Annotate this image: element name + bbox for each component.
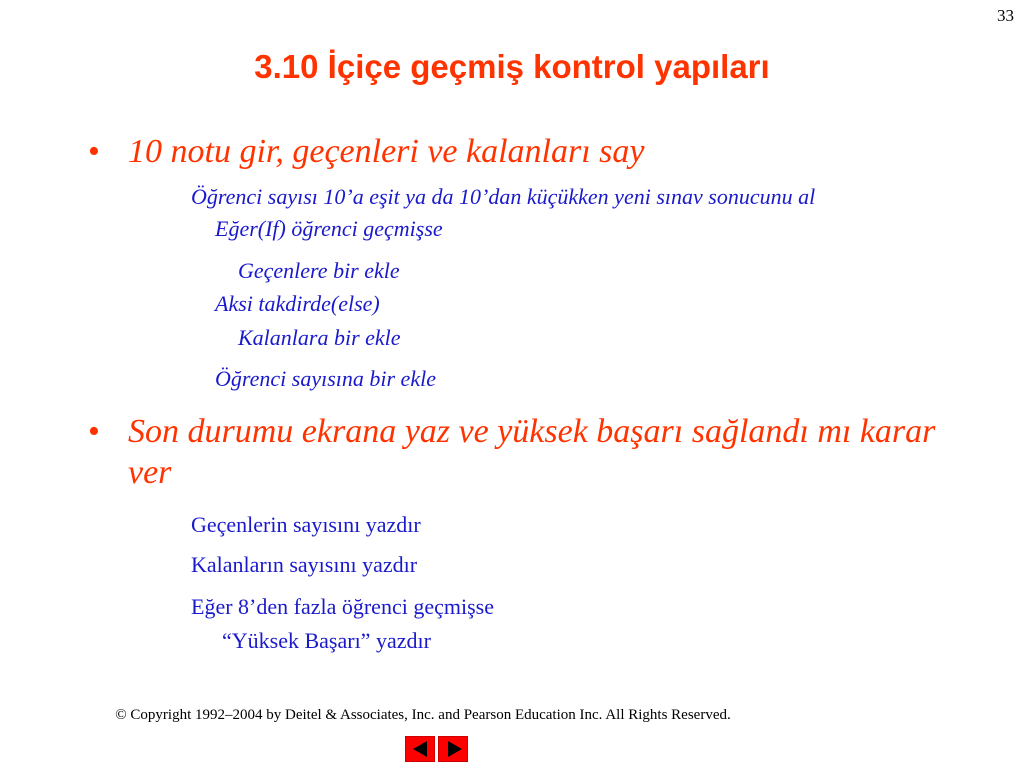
page-number: 33 (997, 6, 1014, 25)
bullet-1-line-6: Öğrenci sayısına bir ekle (215, 366, 436, 391)
bullet-2-line-2: Kalanların sayısını yazdır (191, 552, 418, 577)
right-arrow-icon (448, 741, 462, 757)
bullet-1-line-5: Kalanlara bir ekle (238, 325, 401, 350)
slide-title: 3.10 İçiçe geçmiş kontrol yapıları (254, 48, 770, 85)
next-slide-button[interactable] (438, 736, 468, 762)
bullet-1-text: 10 notu gir, geçenleri ve kalanları say (128, 133, 645, 170)
bullet-marker: • (88, 133, 100, 170)
bullet-marker: • (88, 413, 100, 450)
bullet-2-line-3: Eğer 8’den fazla öğrenci geçmişse (191, 594, 494, 619)
previous-slide-button[interactable] (405, 736, 435, 762)
bullet-1 (88, 131, 908, 172)
bullet-1-line-4: Aksi takdirde(else) (215, 291, 380, 316)
bullet-1-line-2: Eğer(If) öğrenci geçmişse (215, 216, 443, 241)
bullet-2-line-1: Geçenlerin sayısını yazdır (191, 512, 421, 537)
bullet-1-line-3: Geçenlere bir ekle (238, 258, 400, 283)
bullet-2 (88, 411, 948, 493)
left-arrow-icon (413, 741, 427, 757)
bullet-1-line-1: Öğrenci sayısı 10’a eşit ya da 10’dan küçükken yeni sınav sonucunu al (191, 184, 816, 209)
copyright-notice: © Copyright 1992–2004 by Deitel & Associates, Inc. and Pearson Education Inc. All Rights Reserved. (115, 707, 731, 723)
bullet-2-line-4: “Yüksek Başarı” yazdır (222, 628, 431, 653)
bullet-2-text: Son durumu ekrana yaz ve yüksek başarı sağlandı mı karar ver (128, 413, 936, 491)
